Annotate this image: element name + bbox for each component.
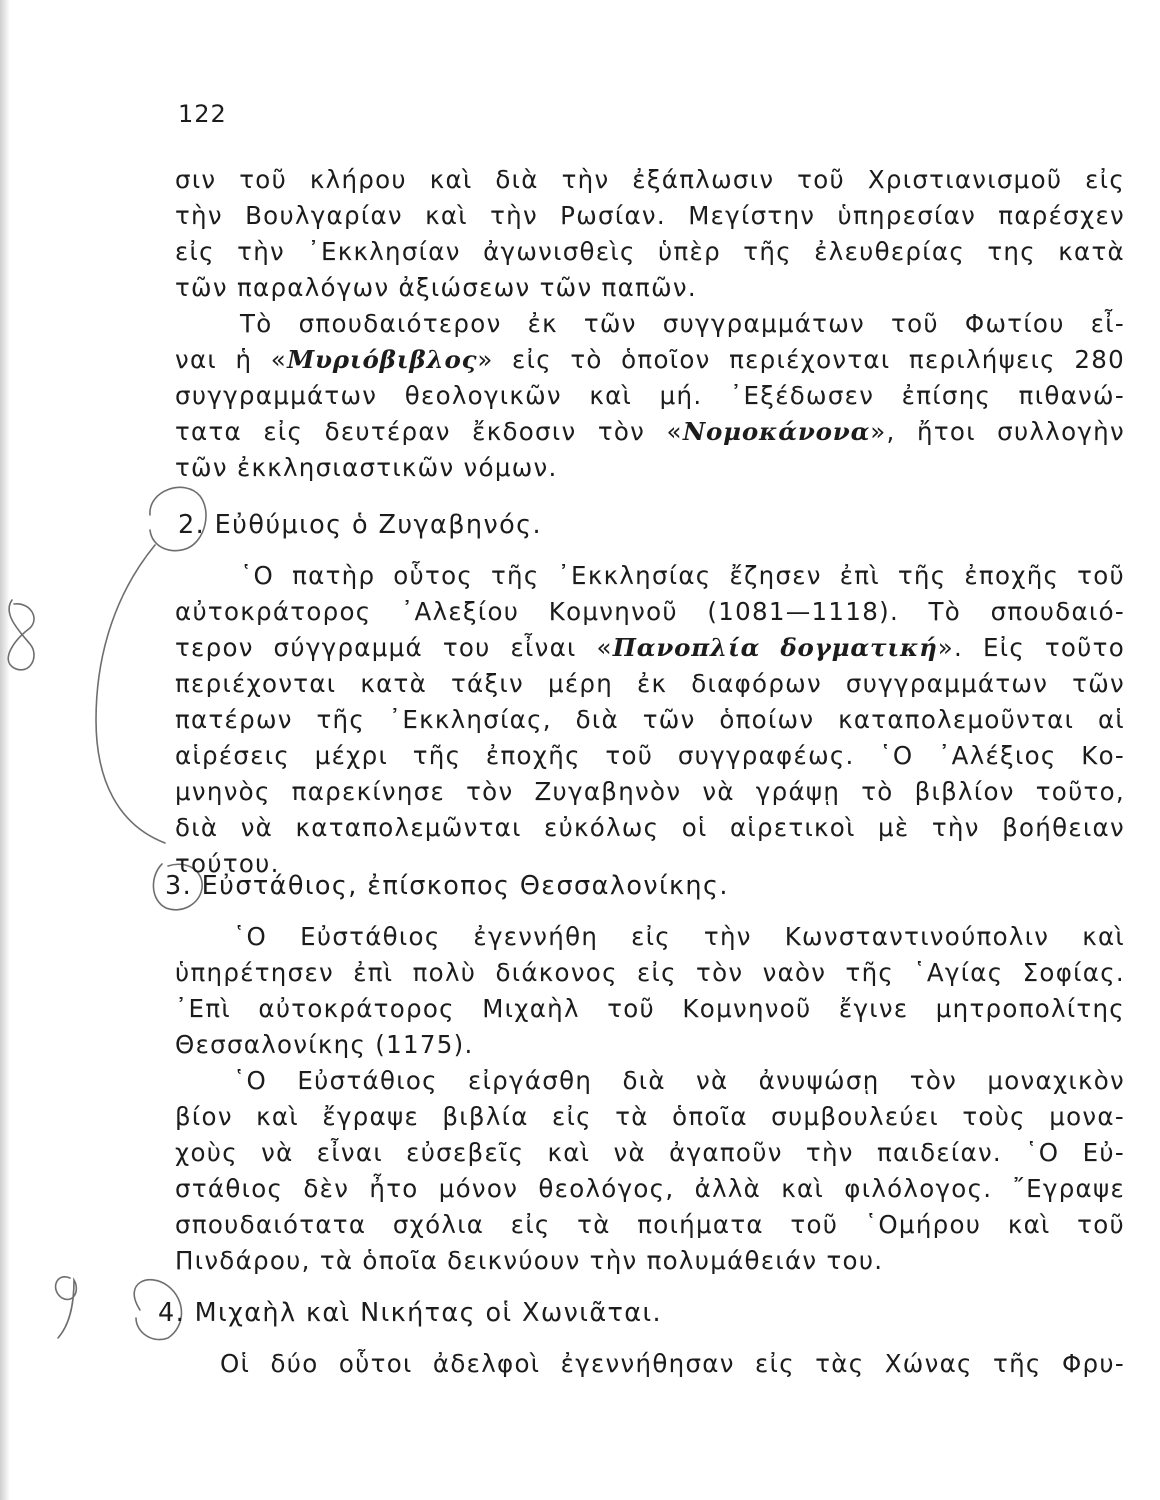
pencil-mark-8 xyxy=(8,600,34,670)
text-line: αὐτοκράτορος ᾿Αλεξίου Κομνηνοῦ (1081—1118). Τὸ σπουδαιό- xyxy=(175,597,1125,626)
text-line: ῾Ο Εὐστάθιος ἐγεννήθη εἰς τὴν Κωνσταντινούπολιν καὶ xyxy=(233,922,1125,951)
text-run: » εἰς τὸ ὁποῖον περιέχονται περιλήψεις 280 xyxy=(477,345,1125,374)
text-run: », ἤτοι συλλογὴν xyxy=(870,417,1125,446)
pencil-mark-9 xyxy=(56,1277,77,1338)
text-run: τερον σύγγραμμά του εἶναι « xyxy=(175,633,613,662)
section-number: 2. xyxy=(178,510,206,540)
text-line: περιέχονται κατὰ τάξιν μέρη ἐκ διαφόρων συγγραμμάτων τῶν xyxy=(175,669,1125,698)
text-line: στάθιος δὲν ἦτο μόνον θεολόγος, ἀλλὰ καὶ φιλόλογος. ῎Εγραψε xyxy=(175,1174,1125,1203)
text-line xyxy=(175,345,1125,374)
book-title-panoplia: Πανοπλία δογματική xyxy=(612,633,938,662)
text-line xyxy=(175,633,1125,662)
text-line: ῾Ο πατὴρ οὗτος τῆς ᾿Εκκλησίας ἔζησεν ἐπὶ τῆς ἐποχῆς τοῦ xyxy=(240,561,1125,590)
text-line: πατέρων τῆς ᾿Εκκλησίας, διὰ τῶν ὁποίων καταπολεμοῦνται αἱ xyxy=(175,705,1125,734)
text-run: ναι ἡ « xyxy=(175,345,288,374)
text-line: σιν τοῦ κλήρου καὶ διὰ τὴν ἐξάπλωσιν τοῦ Χριστιανισμοῦ εἰς xyxy=(175,165,1125,194)
text-line: μνηνὸς παρεκίνησε τὸν Ζυγαβηνὸν νὰ γράψῃ τὸ βιβλίον τοῦτο, xyxy=(175,777,1125,806)
page-number: 122 xyxy=(178,100,227,128)
pencil-bracket-section-2 xyxy=(96,545,165,843)
section-heading-2 xyxy=(178,510,542,540)
text-run: τατα εἰς δευτέραν ἔκδοσιν τὸν « xyxy=(175,417,683,446)
section-title: Εὐστάθιος, ἐπίσκοπος Θεσσαλονίκης. xyxy=(201,871,729,901)
text-line: Θεσσαλονίκης (1175). xyxy=(175,1030,474,1059)
section-title: Μιχαὴλ καὶ Νικήτας οἱ Χωνιᾶται. xyxy=(194,1298,663,1328)
text-line: σπουδαιότατα σχόλια εἰς τὰ ποιήματα τοῦ ῾Ομήρου καὶ τοῦ xyxy=(175,1210,1125,1239)
text-line: εἰς τὴν ᾿Εκκλησίαν ἀγωνισθεὶς ὑπὲρ τῆς ἐλευθερίας της κατὰ xyxy=(175,237,1125,266)
section-number: 3. xyxy=(165,871,193,901)
text-line: αἱρέσεις μέχρι τῆς ἐποχῆς τοῦ συγγραφέως. ῾Ο ᾿Αλέξιος Κο- xyxy=(175,741,1125,770)
text-line: Πινδάρου, τὰ ὁποῖα δεικνύουν τὴν πολυμάθειάν του. xyxy=(175,1246,884,1275)
text-line: ὑπηρέτησεν ἐπὶ πολὺ διάκονος εἰς τὸν ναὸν τῆς ῾Αγίας Σοφίας. xyxy=(175,958,1125,987)
text-line: τῶν ἐκκλησιαστικῶν νόμων. xyxy=(175,453,558,482)
text-line: Τὸ σπουδαιότερον ἐκ τῶν συγγραμμάτων τοῦ Φωτίου εἶ- xyxy=(240,309,1125,338)
text-line: τῶν παραλόγων ἀξιώσεων τῶν παπῶν. xyxy=(175,273,697,302)
text-line: ᾿Επὶ αὐτοκράτορος Μιχαὴλ τοῦ Κομνηνοῦ ἔγινε μητροπολίτης xyxy=(175,994,1125,1023)
text-line xyxy=(175,417,1125,446)
book-title-nomokanon: Νομοκάνονα xyxy=(682,417,871,446)
text-line: Οἱ δύο οὗτοι ἀδελφοὶ ἐγεννήθησαν εἰς τὰς Χώνας τῆς Φρυ- xyxy=(220,1349,1125,1378)
text-line: διὰ νὰ καταπολεμῶνται εὐκόλως οἱ αἱρετικοὶ μὲ τὴν βοήθειαν xyxy=(175,813,1125,842)
text-line: τὴν Βουλγαρίαν καὶ τὴν Ρωσίαν. Μεγίστην ὑπηρεσίαν παρέσχεν xyxy=(175,201,1125,230)
text-line: συγγραμμάτων θεολογικῶν καὶ μή. ᾿Εξέδωσεν ἐπίσης πιθανώ- xyxy=(175,381,1125,410)
book-title-myriobiblos: Μυριόβιβλος xyxy=(287,345,478,374)
section-heading-3 xyxy=(165,871,729,901)
text-line: ῾Ο Εὐστάθιος εἰργάσθη διὰ νὰ ἀνυψώσῃ τὸν μοναχικὸν xyxy=(233,1066,1125,1095)
text-run: ». Εἰς τοῦτο xyxy=(937,633,1125,662)
section-heading-4 xyxy=(158,1298,662,1328)
section-number: 4. xyxy=(158,1298,186,1328)
section-title: Εὐθύμιος ὁ Ζυγαβηνός. xyxy=(214,510,542,540)
text-line: χοὺς νὰ εἶναι εὐσεβεῖς καὶ νὰ ἀγαποῦν τὴν παιδείαν. ῾Ο Εὐ- xyxy=(175,1138,1125,1167)
text-line: βίον καὶ ἔγραψε βιβλία εἰς τὰ ὁποῖα συμβουλεύει τοὺς μονα- xyxy=(175,1102,1125,1131)
text-line: τούτου. xyxy=(175,849,280,878)
scan-shadow-edge xyxy=(0,0,10,1500)
